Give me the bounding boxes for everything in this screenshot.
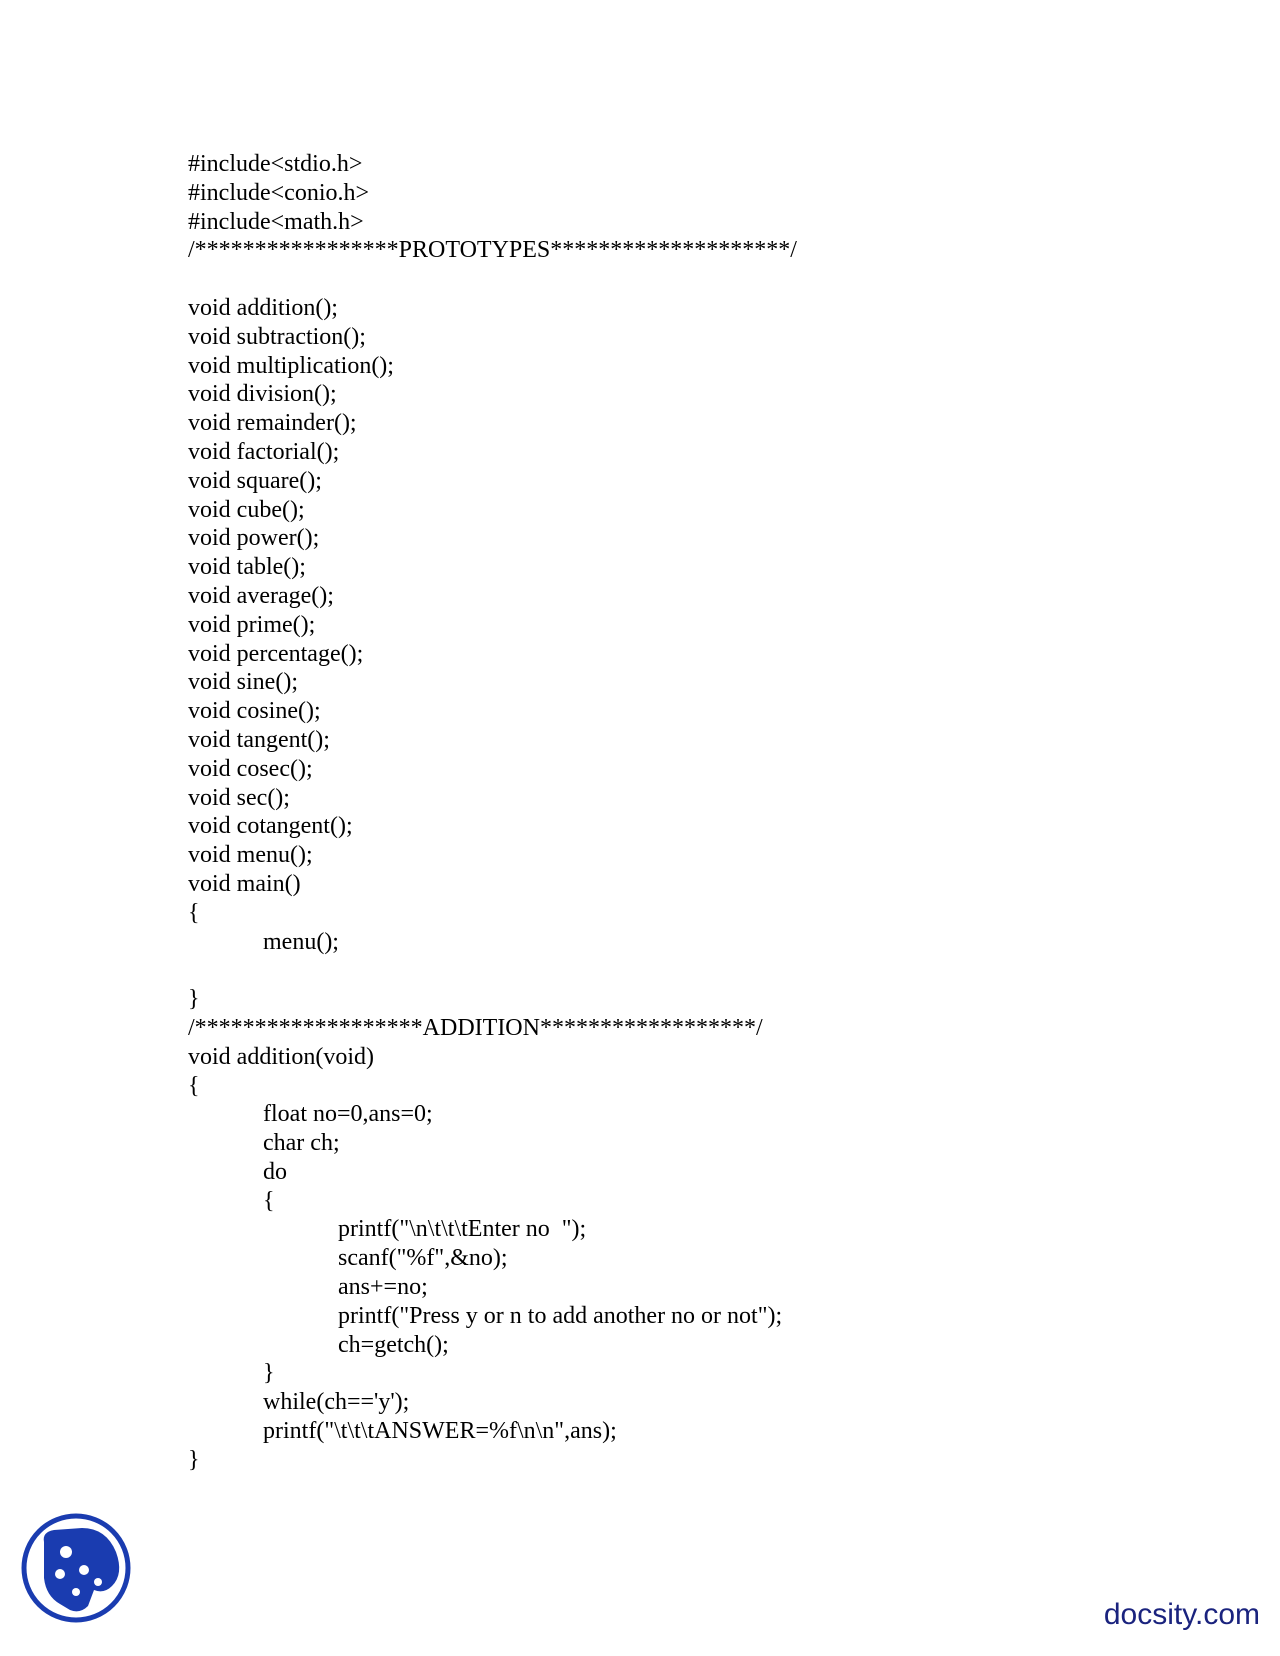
code-line: ch=getch(); bbox=[338, 1331, 449, 1358]
code-line: void cube(); bbox=[188, 496, 305, 523]
code-line: void cotangent(); bbox=[188, 813, 353, 840]
code-line: void multiplication(); bbox=[188, 352, 394, 379]
code-line: void factorial(); bbox=[188, 438, 340, 465]
code-line: { bbox=[188, 899, 200, 926]
code-line: void square(); bbox=[188, 467, 322, 494]
code-line: float no=0,ans=0; bbox=[263, 1101, 433, 1128]
code-line: void addition(void) bbox=[188, 1043, 374, 1070]
code-line: void average(); bbox=[188, 582, 334, 609]
code-line: void tangent(); bbox=[188, 726, 330, 753]
code-line: { bbox=[188, 1072, 200, 1099]
code-line: { bbox=[263, 1187, 275, 1214]
code-line: void percentage(); bbox=[188, 640, 364, 667]
code-line: ans+=no; bbox=[338, 1274, 428, 1301]
docsity-logo-icon[interactable] bbox=[20, 1512, 132, 1624]
section-comment-addition: /*******************ADDITION******************/ bbox=[188, 1014, 763, 1041]
code-line: char ch; bbox=[263, 1130, 340, 1157]
code-line: scanf("%f",&no); bbox=[338, 1245, 508, 1272]
code-line: void cosec(); bbox=[188, 755, 313, 782]
code-line: } bbox=[188, 986, 200, 1013]
code-line: menu(); bbox=[263, 928, 339, 955]
code-line: void prime(); bbox=[188, 611, 316, 638]
code-line: void menu(); bbox=[188, 842, 313, 869]
brand-wordmark[interactable]: docsity.com bbox=[1103, 1598, 1260, 1631]
code-line: void sec(); bbox=[188, 784, 290, 811]
code-line: void main() bbox=[188, 870, 301, 897]
code-line: } bbox=[188, 1446, 200, 1473]
code-line: void table(); bbox=[188, 554, 306, 581]
code-line: void power(); bbox=[188, 525, 320, 552]
code-line: printf("Press y or n to add another no or not"); bbox=[338, 1302, 783, 1329]
code-line: #include<stdio.h> bbox=[188, 151, 363, 177]
code-listing bbox=[188, 150, 1188, 1475]
code-line: void subtraction(); bbox=[188, 323, 366, 350]
code-line: void remainder(); bbox=[188, 410, 357, 437]
code-line: #include<math.h> bbox=[188, 208, 364, 235]
docsity-logo-graphic bbox=[20, 1512, 132, 1624]
code-line: #include<conio.h> bbox=[188, 179, 370, 206]
blank-line bbox=[188, 956, 1188, 985]
code-line: void cosine(); bbox=[188, 698, 321, 725]
code-line: printf("\t\t\tANSWER=%f\n\n",ans); bbox=[263, 1418, 617, 1445]
blank-line bbox=[188, 265, 1188, 294]
code-line: do bbox=[263, 1158, 287, 1185]
code-line: void division(); bbox=[188, 381, 337, 408]
code-line: printf("\n\t\t\tEnter no "); bbox=[338, 1216, 587, 1243]
code-line: void sine(); bbox=[188, 669, 298, 696]
code-line: } bbox=[263, 1360, 275, 1387]
section-comment-prototypes: /*****************PROTOTYPES********************/ bbox=[188, 237, 797, 264]
code-line: void addition(); bbox=[188, 294, 338, 321]
code-line: while(ch=='y'); bbox=[263, 1389, 410, 1416]
